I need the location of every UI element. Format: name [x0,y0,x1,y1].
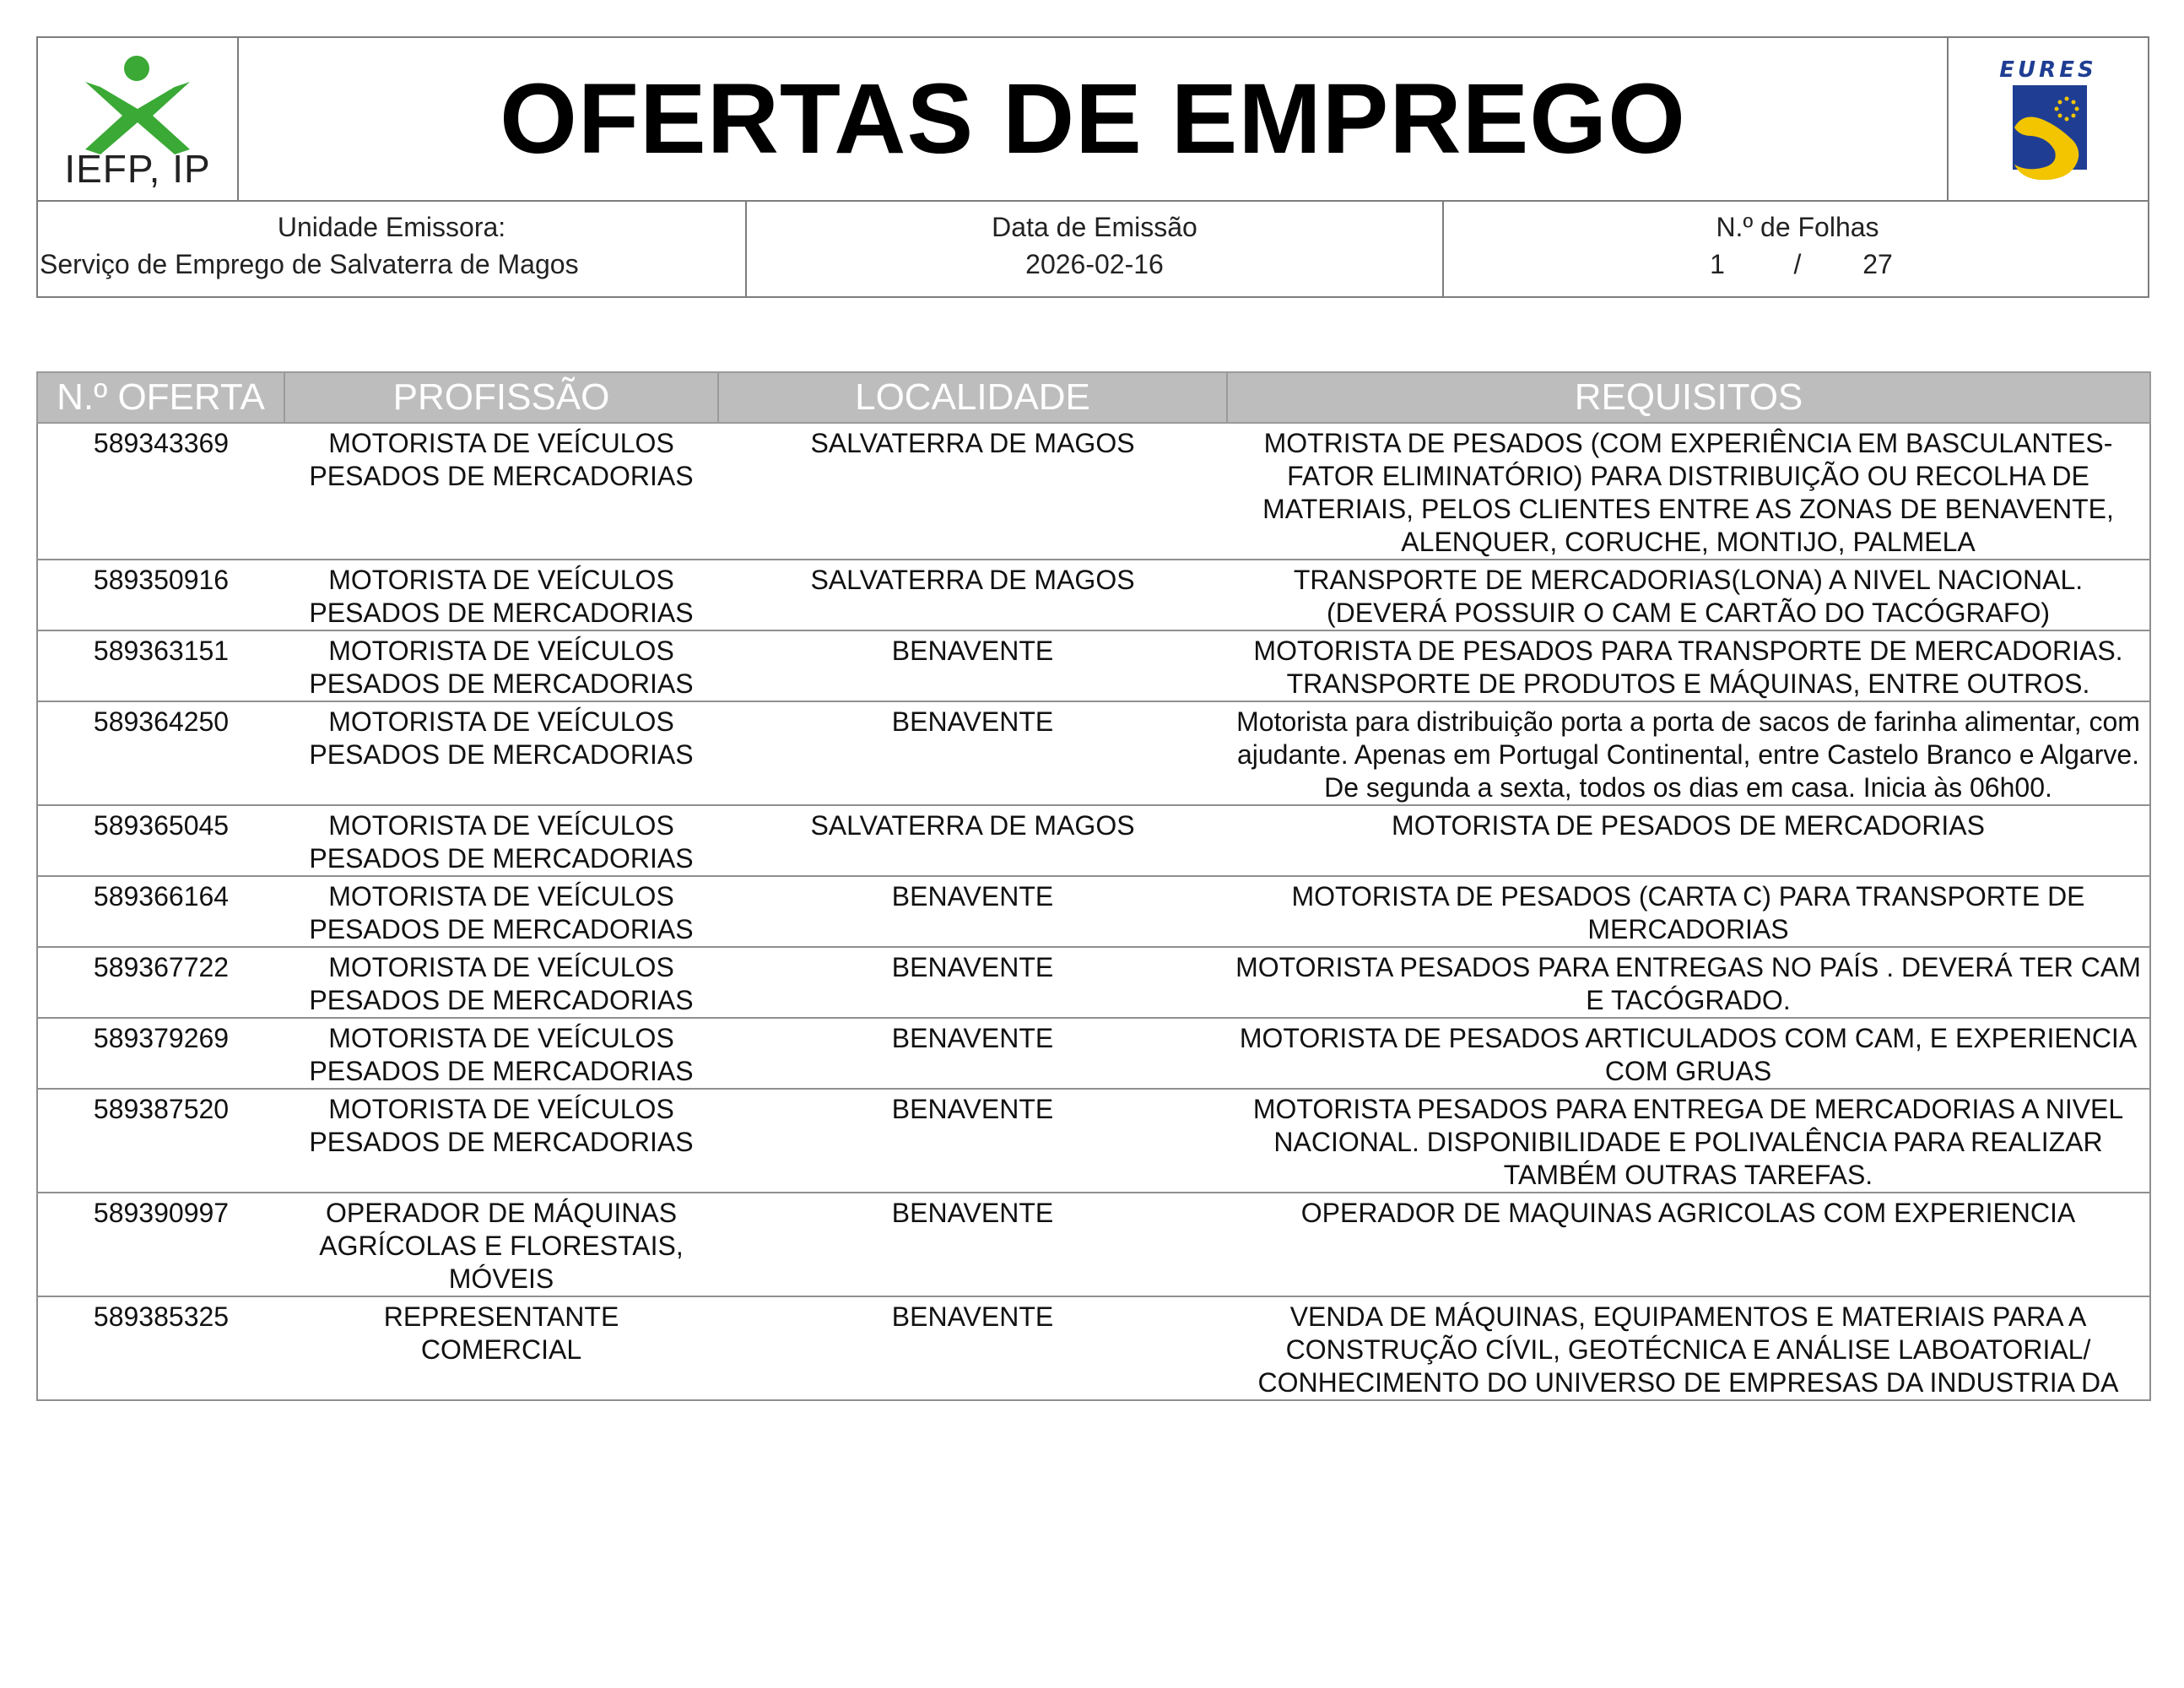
table-row [37,876,2150,947]
requirements: TRANSPORTE DE MERCADORIAS(LONA) A NIVEL NACIONAL. (DEVERÁ POSSUIR O CAM E CARTÃO DO TACÓGRAFO) [1227,560,2150,630]
iefp-logo-text: IEFP, IP [64,147,211,191]
offer-number: 589363151 [37,630,284,701]
table-header [37,372,2150,423]
location: SALVATERRA DE MAGOS [718,423,1227,560]
svg-text:EURES: EURES [1999,57,2097,83]
job-offers-table [36,371,2151,1401]
location: BENAVENTE [718,876,1227,947]
profession: MOTORISTA DE VEÍCULOS PESADOS DE MERCADORIAS [284,876,718,947]
issue-date-cell [747,200,1444,296]
offer-number: 589387520 [37,1089,284,1193]
location: BENAVENTE [718,1089,1227,1193]
sheet-current: 1 [1710,249,1725,279]
location: SALVATERRA DE MAGOS [718,805,1227,876]
table-row [37,701,2150,805]
profession: MOTORISTA DE VEÍCULOS PESADOS DE MERCADORIAS [284,630,718,701]
issue-date-label: Data de Emissão [992,212,1197,242]
table-body [37,423,2150,1400]
offer-number: 589367722 [37,947,284,1018]
location: BENAVENTE [718,947,1227,1018]
location: BENAVENTE [718,1193,1227,1296]
sheet-separator: / [1793,249,1802,279]
table-row [37,630,2150,701]
requirements: MOTRISTA DE PESADOS (COM EXPERIÊNCIA EM BASCULANTES- FATOR ELIMINATÓRIO) PARA DISTRIBUIÇÃO OU RECOLHA DE MATERIAIS, PELOS CLIENTES ENTRE AS ZONAS DE BENAVENTE, ALENQUER, CORUCHE, MONTIJO, PALMELA [1227,423,2150,560]
table-row [37,560,2150,630]
profession: MOTORISTA DE VEÍCULOS PESADOS DE MERCADORIAS [284,1018,718,1089]
requirements: MOTORISTA DE PESADOS (CARTA C) PARA TRANSPORTE DE MERCADORIAS [1227,876,2150,947]
offer-number: 589379269 [37,1018,284,1089]
issuing-unit-cell [38,200,747,296]
iefp-logo-cell [38,38,239,200]
column-header-location: LOCALIDADE [718,372,1227,423]
table-row [37,1018,2150,1089]
profession: MOTORISTA DE VEÍCULOS PESADOS DE MERCADORIAS [284,560,718,630]
profession: REPRESENTANTE COMERCIAL [284,1296,718,1400]
profession: MOTORISTA DE VEÍCULOS PESADOS DE MERCADORIAS [284,1089,718,1193]
table-row [37,1193,2150,1296]
table-row [37,423,2150,560]
profession: MOTORISTA DE VEÍCULOS PESADOS DE MERCADORIAS [284,701,718,805]
document-header [36,36,2149,298]
location: BENAVENTE [718,701,1227,805]
location: BENAVENTE [718,1296,1227,1400]
offer-number: 589364250 [37,701,284,805]
requirements: Motorista para distribuição porta a porta de sacos de farinha alimentar, com ajudante. Apenas em Portugal Continental, entre Castelo Branco e Algarve. De segunda a sexta, todos os dias em casa. Inicia às 06h00. [1227,701,2150,805]
issuing-unit-label: Unidade Emissora: [277,212,506,242]
offer-number: 589350916 [37,560,284,630]
offer-number: 589390997 [37,1193,284,1296]
issue-date-value: 2026-02-16 [1025,249,1164,279]
sheets-cell [1444,200,2151,296]
requirements: MOTORISTA DE PESADOS ARTICULADOS COM CAM, E EXPERIENCIA COM GRUAS [1227,1018,2150,1089]
offer-number: 589385325 [37,1296,284,1400]
requirements: MOTORISTA PESADOS PARA ENTREGAS NO PAÍS . DEVERÁ TER CAM E TACÓGRADO. [1227,947,2150,1018]
table-row [37,1296,2150,1400]
location: BENAVENTE [718,630,1227,701]
offer-number: 589366164 [37,876,284,947]
column-header-offer-number: N.º OFERTA [37,372,284,423]
header-title-row [38,38,2148,202]
offer-number: 589343369 [37,423,284,560]
sheet-total: 27 [1862,249,1893,279]
profession: MOTORISTA DE VEÍCULOS PESADOS DE MERCADORIAS [284,805,718,876]
column-header-profession: PROFISSÃO [284,372,718,423]
sheets-value [1444,249,2151,280]
profession: MOTORISTA DE VEÍCULOS PESADOS DE MERCADORIAS [284,947,718,1018]
requirements: OPERADOR DE MAQUINAS AGRICOLAS COM EXPERIENCIA [1227,1193,2150,1296]
requirements: MOTORISTA DE PESADOS PARA TRANSPORTE DE MERCADORIAS. TRANSPORTE DE PRODUTOS E MÁQUINAS, ENTRE OUTROS. [1227,630,2150,701]
profession: OPERADOR DE MÁQUINAS AGRÍCOLAS E FLORESTAIS, MÓVEIS [284,1193,718,1296]
profession: MOTORISTA DE VEÍCULOS PESADOS DE MERCADORIAS [284,423,718,560]
requirements: MOTORISTA DE PESADOS DE MERCADORIAS [1227,805,2150,876]
location: BENAVENTE [718,1018,1227,1089]
sheets-label: N.º de Folhas [1716,212,1879,242]
header-info-row [38,200,2148,296]
column-header-requirements: REQUISITOS [1227,372,2150,423]
offer-number: 589365045 [37,805,284,876]
requirements: MOTORISTA PESADOS PARA ENTREGA DE MERCADORIAS A NIVEL NACIONAL. DISPONIBILIDADE E POLIVALÊNCIA PARA REALIZAR TAMBÉM OUTRAS TAREFAS. [1227,1089,2150,1193]
table-row [37,947,2150,1018]
location: SALVATERRA DE MAGOS [718,560,1227,630]
table-row [37,1089,2150,1193]
page-title: OFERTAS DE EMPREGO [500,63,1686,175]
issuing-unit-value: Serviço de Emprego de Salvaterra de Magos [40,249,579,279]
eures-logo-icon [1989,53,2107,188]
table-row [37,805,2150,876]
eures-logo-cell [1947,38,2148,200]
requirements: VENDA DE MÁQUINAS, EQUIPAMENTOS E MATERIAIS PARA A CONSTRUÇÃO CÍVIL, GEOTÉCNICA E ANÁLISE LABOATORIAL/ CONHECIMENTO DO UNIVERSO DE EMPRESAS DA INDUSTRIA DA [1227,1296,2150,1400]
